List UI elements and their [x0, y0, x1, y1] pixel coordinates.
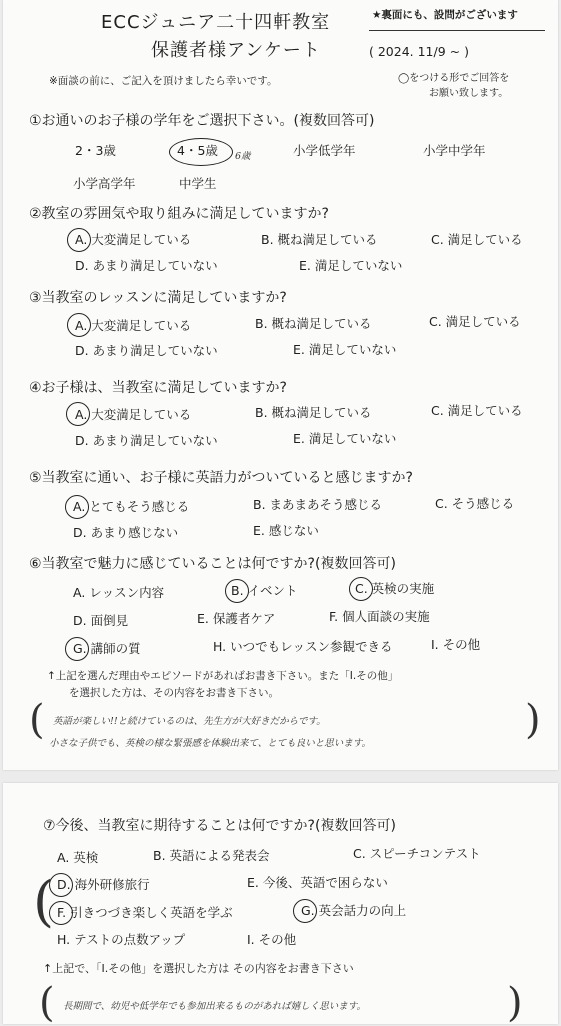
q5-option-b[interactable]: B. まあまあそう感じる	[253, 497, 383, 512]
q1-margin-note: 6歳	[235, 151, 251, 162]
q6-followup-2: を選択した方は、その内容をお書き下さい。	[69, 687, 279, 699]
q4-option-b[interactable]: B. 概ね満足している	[255, 405, 372, 420]
question-2: ②教室の雰囲気や取り組みに満足していますか?	[29, 206, 329, 222]
question-1: ①お通いのお子様の学年をご選択下さい。(複数回答可)	[29, 113, 375, 129]
q1-option-b[interactable]: 4・5歳	[177, 143, 218, 158]
q1-option-a[interactable]: 2・3歳	[75, 143, 116, 158]
q6-option-a[interactable]: A. レッスン内容	[73, 585, 165, 600]
survey-date: ( 2024. 11/9 ~ )	[369, 44, 469, 59]
q6-handwritten-answer-2: 小さな子供でも、英検の様な緊張感を体験出来て、とても良いと思います。	[49, 738, 372, 749]
q6-option-e[interactable]: E. 保護者ケア	[197, 611, 276, 626]
q6-option-c[interactable]: C. 英検の実施	[355, 581, 435, 596]
q6-option-b[interactable]: B. イベント	[231, 583, 298, 598]
q7-option-h[interactable]: H. テストの点数アップ	[57, 932, 186, 947]
page-subtitle: 保護者様アンケート	[151, 40, 321, 61]
q5-option-a[interactable]: A. とてもそう感じる	[73, 499, 190, 514]
q5-option-d[interactable]: D. あまり感じない	[73, 525, 179, 540]
q7-option-c[interactable]: C. スピーチコンテスト	[353, 846, 481, 861]
q7-handwritten-answer: 長期間で、幼児や低学年でも参加出来るものがあれば嬉しく思います。	[63, 1001, 367, 1012]
q5-option-c[interactable]: C. そう感じる	[435, 496, 515, 511]
question-3: ③当教室のレッスンに満足していますか?	[29, 290, 287, 306]
q1-option-d[interactable]: 小学中学年	[423, 143, 486, 158]
q2-option-c[interactable]: C. 満足している	[431, 232, 523, 247]
q3-option-d[interactable]: D. あまり満足していない	[75, 343, 218, 358]
q3-option-c[interactable]: C. 満足している	[429, 314, 521, 329]
q4-option-e[interactable]: E. 満足していない	[293, 431, 397, 446]
question-4: ④お子様は、当教室に満足していますか?	[29, 380, 287, 396]
q2-option-e[interactable]: E. 満足していない	[299, 258, 403, 273]
q4-option-c[interactable]: C. 満足している	[431, 403, 523, 418]
selection-circle	[169, 138, 233, 166]
q7-option-g[interactable]: G. 英会話力の向上	[301, 903, 407, 918]
selection-circle	[67, 228, 91, 252]
q6-option-f[interactable]: F. 個人面談の実施	[329, 609, 430, 624]
q1-option-c[interactable]: 小学低学年	[293, 143, 356, 158]
q6-option-i[interactable]: I. その他	[431, 637, 481, 652]
q6-option-g[interactable]: G. 講師の質	[73, 641, 141, 656]
note-underline	[369, 30, 545, 31]
q7-option-a[interactable]: A. 英検	[57, 850, 99, 865]
q5-option-e[interactable]: E. 感じない	[253, 523, 319, 538]
q6-followup-1: ↑上記を選んだ理由やエピソードがあればお書き下さい。また「I.その他」	[47, 670, 399, 682]
selection-circle	[225, 579, 249, 603]
survey-page-back	[3, 783, 558, 1024]
back-side-note: ★裏面にも、設問がございます	[372, 9, 518, 21]
q7-followup: ↑上記で、「I.その他」を選択した方は その内容をお書き下さい	[43, 962, 354, 975]
q3-option-b[interactable]: B. 概ね満足している	[255, 316, 372, 331]
q7-option-i[interactable]: I. その他	[247, 932, 297, 947]
q3-option-e[interactable]: E. 満足していない	[293, 342, 397, 357]
q6-option-d[interactable]: D. 面倒見	[73, 613, 129, 628]
q7-option-b[interactable]: B. 英語による発表会	[153, 848, 270, 863]
q6-handwritten-answer-1: 英語が楽しい!!と続けているのは、先生方が大好きだからです。	[53, 716, 326, 727]
question-6: ⑥当教室で魅力に感じていることは何ですか?(複数回答可)	[29, 556, 396, 572]
q7-option-d[interactable]: D. 海外研修旅行	[57, 877, 150, 892]
answer-close-paren: )	[507, 980, 523, 1026]
selection-circle	[66, 402, 90, 426]
q4-option-a[interactable]: A. 大変満足している	[75, 407, 192, 422]
answer-close-paren: )	[525, 697, 541, 743]
selection-circle	[293, 899, 317, 923]
q2-option-b[interactable]: B. 概ね満足している	[261, 232, 378, 247]
instruction-note-1: ◯をつける形でご回答を	[398, 73, 510, 84]
page-title: ECCジュニア二十四軒教室	[101, 12, 331, 33]
instruction-note-2: お願い致します。	[429, 88, 509, 99]
survey-page-front	[3, 0, 558, 770]
q6-option-h[interactable]: H. いつでもレッスン参観できる	[213, 639, 393, 654]
q2-option-a[interactable]: A. 大変満足している	[75, 232, 192, 247]
selection-circle	[65, 495, 89, 519]
q2-option-d[interactable]: D. あまり満足していない	[75, 258, 218, 273]
selection-circle	[349, 577, 373, 601]
q7-option-e[interactable]: E. 今後、英語で困らない	[247, 875, 388, 890]
selection-circle	[65, 637, 89, 661]
q1-option-e[interactable]: 小学高学年	[73, 176, 136, 191]
selection-circle	[67, 313, 91, 337]
intro-note: ※面談の前に、ご記入を頂けましたら幸いです。	[49, 75, 278, 87]
answer-open-paren: (	[29, 697, 45, 743]
question-7: ⑦今後、当教室に期待することは何ですか?(複数回答可)	[43, 818, 396, 834]
q4-option-d[interactable]: D. あまり満足していない	[75, 433, 218, 448]
options-bracket: (	[33, 870, 55, 933]
q1-option-f[interactable]: 中学生	[179, 176, 217, 191]
answer-open-paren: (	[39, 980, 55, 1026]
q3-option-a[interactable]: A. 大変満足している	[75, 318, 192, 333]
question-5: ⑤当教室に通い、お子様に英語力がついていると感じますか?	[29, 470, 413, 486]
q7-option-f[interactable]: F. 引きつづき楽しく英語を学ぶ	[57, 905, 233, 920]
